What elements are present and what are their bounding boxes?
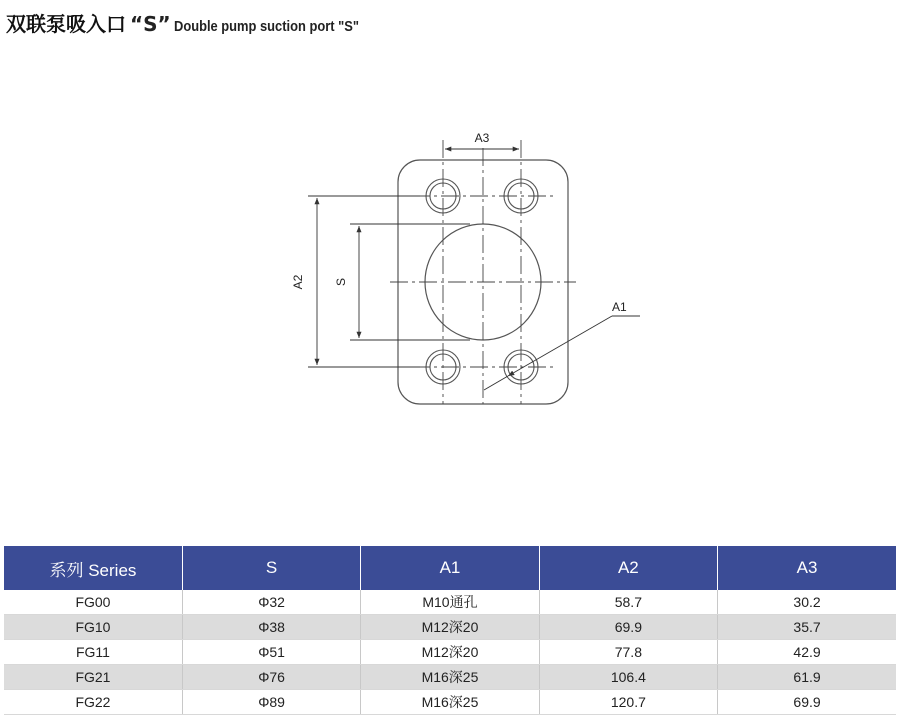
- cell-a1: M16深25: [361, 690, 539, 715]
- title-quote-s: “S”: [130, 12, 171, 36]
- cell-a3: 35.7: [718, 615, 896, 640]
- cell-a3: 69.9: [718, 690, 896, 715]
- table-header-row: [4, 546, 896, 590]
- table-row: [4, 640, 896, 665]
- cell-a2: 120.7: [539, 690, 717, 715]
- cell-a3: 61.9: [718, 665, 896, 690]
- center-lines: [390, 140, 576, 404]
- cell-s: Φ76: [182, 665, 360, 690]
- cell-a3: 42.9: [718, 640, 896, 665]
- col-header-a3: A3: [718, 546, 896, 590]
- cell-a3: 30.2: [718, 590, 896, 615]
- cell-series: FG00: [4, 590, 182, 615]
- cell-a1: M10通孔: [361, 590, 539, 615]
- cell-series: FG22: [4, 690, 182, 715]
- cell-a1: M12深20: [361, 640, 539, 665]
- label-a2: A2: [291, 274, 305, 290]
- cell-a2: 77.8: [539, 640, 717, 665]
- label-a3: A3: [474, 131, 490, 145]
- cell-series: FG10: [4, 615, 182, 640]
- table-row: [4, 690, 896, 715]
- table-row: [4, 615, 896, 640]
- title-english: Double pump suction port "S": [173, 18, 359, 35]
- spec-table: [4, 546, 896, 715]
- cell-s: Φ38: [182, 615, 360, 640]
- title-chinese: 双联泵吸入口: [6, 12, 126, 36]
- table-row: [4, 590, 896, 615]
- cell-a1: M12深20: [361, 615, 539, 640]
- cell-a2: 69.9: [539, 615, 717, 640]
- cell-a2: 106.4: [539, 665, 717, 690]
- cell-a2: 58.7: [539, 590, 717, 615]
- col-header-s: S: [182, 546, 360, 590]
- cell-series: FG11: [4, 640, 182, 665]
- leader-a1: [484, 316, 640, 390]
- col-header-series: 系列 Series: [4, 546, 182, 590]
- cell-s: Φ51: [182, 640, 360, 665]
- cell-series: FG21: [4, 665, 182, 690]
- table-row: [4, 665, 896, 690]
- cell-s: Φ89: [182, 690, 360, 715]
- dimension-a2: [308, 196, 420, 367]
- cell-s: Φ32: [182, 590, 360, 615]
- label-s: S: [334, 277, 348, 287]
- label-a1: A1: [612, 300, 627, 314]
- col-header-a1: A1: [361, 546, 539, 590]
- cell-a1: M16深25: [361, 665, 539, 690]
- col-header-a2: A2: [539, 546, 717, 590]
